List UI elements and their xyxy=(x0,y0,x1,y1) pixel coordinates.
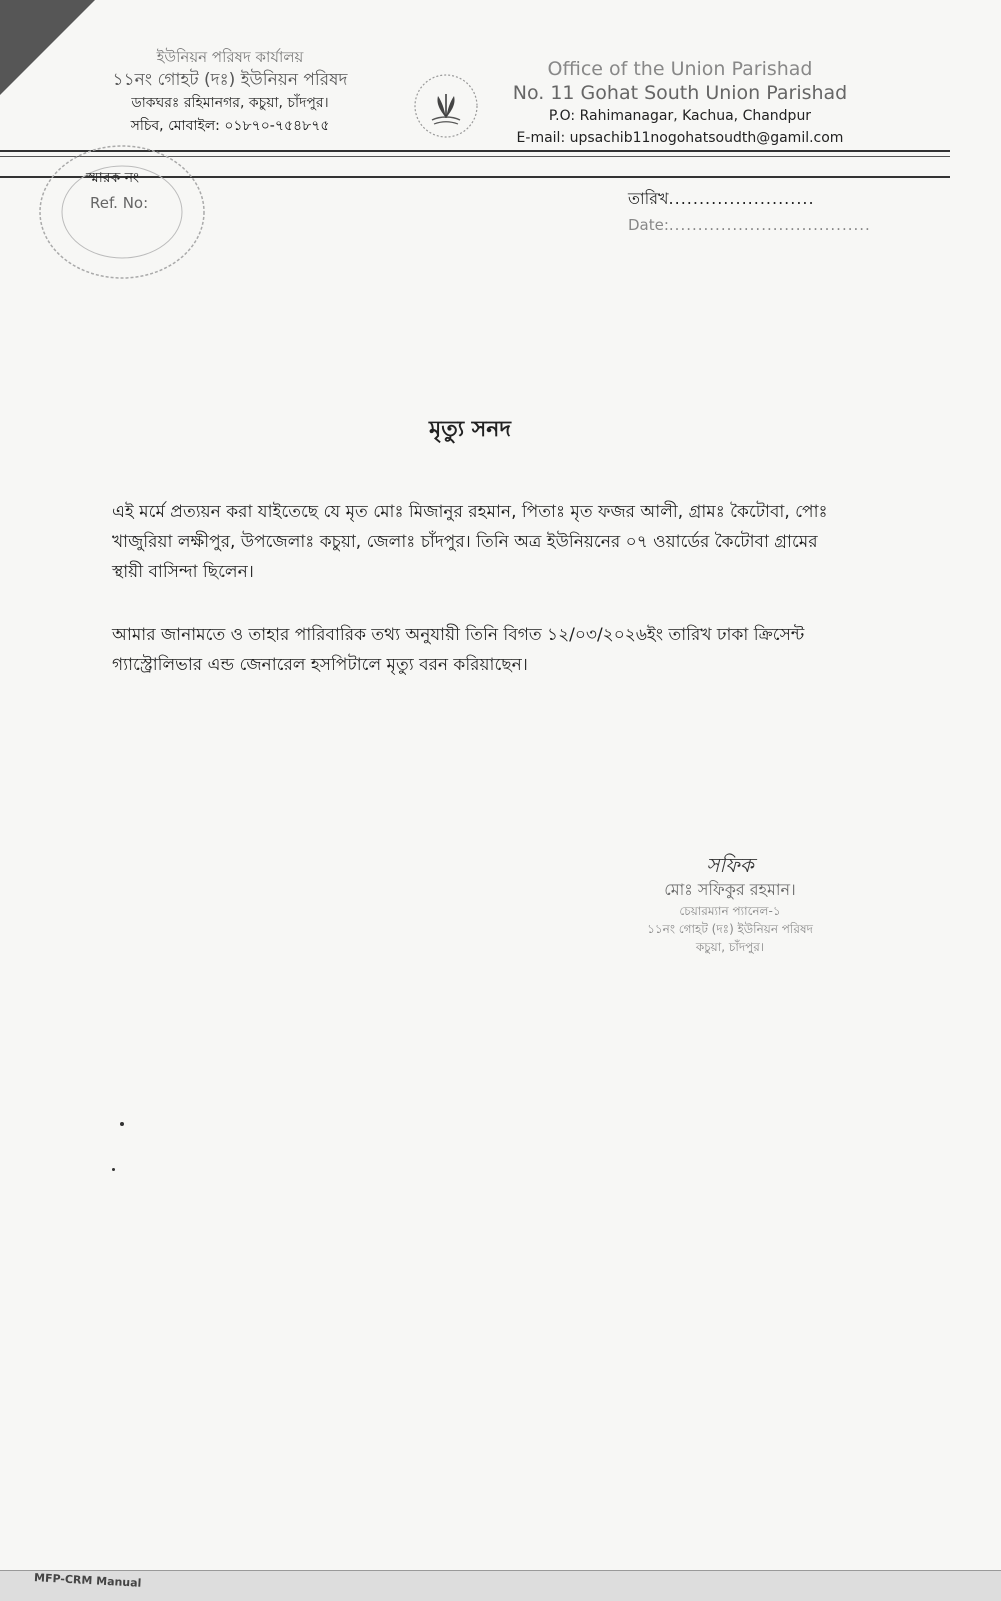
ink-speck xyxy=(120,1122,124,1126)
underlying-paper-label: MFP-CRM Manual xyxy=(33,1571,142,1590)
certificate-paragraph-2: আমার জানামতে ও তাহার পারিবারিক তথ্য অনুযায়ী তিনি বিগত ১২/০৩/২০২৬ইং তারিখ ঢাকা ক্রিসেন্ট গ্যাস্ট্রোলিভার এন্ড জেনারেল হসপিটালে মৃত্যু বরন করিয়াছেন। xyxy=(112,625,805,675)
signatory-organization: ১১নং গোহট (দঃ) ইউনিয়ন পরিষদ xyxy=(647,922,813,936)
handwritten-signature: সফিক xyxy=(706,853,754,877)
bn-office-title: ইউনিয়ন পরিষদ কার্যালয় xyxy=(156,48,304,66)
signatory-place: কচুয়া, চাঁদপুর। xyxy=(695,940,765,954)
ink-speck xyxy=(112,1168,115,1171)
certificate-paragraph-1: এই মর্মে প্রত্যয়ন করা যাইতেছে যে মৃত মোঃ মিজানুর রহমান, পিতাঃ মৃত ফজর আলী, গ্রামঃ কৈটোবা, পোঃ খাজুরিয়া লক্ষীপুর, উপজেলাঃ কচুয়া, জেলাঃ চাঁদপুর। তিনি অত্র ইউনিয়নের ০৭ ওয়ার্ডের কৈটোবা গ্রামের স্থায়ী বাসিন্দা ছিলেন। xyxy=(112,502,828,582)
bn-union-name: ১১নং গোহট (দঃ) ইউনিয়ন পরিষদ xyxy=(112,70,348,90)
date-label-en-text: Date: xyxy=(628,216,669,234)
date-label-en xyxy=(628,216,871,234)
date-label-bn-text: তারিখ xyxy=(628,189,669,208)
signatory-title: চেয়ারম্যান প্যানেল-১ xyxy=(679,904,781,918)
signature-block xyxy=(600,852,860,956)
ref-number-label-bn: স্মারক নং xyxy=(86,170,140,186)
signatory-name: মোঃ সফিকুর রহমান। xyxy=(664,880,796,899)
date-label-bn xyxy=(628,186,815,213)
bn-secretary-mobile: সচিব, মোবাইল: ০১৮৭০-৭৫৪৮৭৫ xyxy=(130,118,330,134)
union-parishad-logo-icon xyxy=(410,70,482,142)
header-bengali xyxy=(70,46,390,138)
header-english xyxy=(510,58,850,149)
certificate-title: মৃত্যু সনদ xyxy=(429,417,511,442)
underlying-paper-strip xyxy=(0,1570,1001,1601)
en-union-name: No. 11 Gohat South Union Parishad xyxy=(512,82,848,104)
en-post-address: P.O: Rahimanagar, Kachua, Chandpur xyxy=(548,108,812,124)
bn-post-address: ডাকঘরঃ রহিমানগর, কচুয়া, চাঁদপুর। xyxy=(131,95,329,111)
date-en-blank: ................................... xyxy=(668,216,871,234)
en-email-address: E-mail: upsachib11nogohatsoudth@gamil.com xyxy=(516,130,844,146)
en-office-title: Office of the Union Parishad xyxy=(547,58,813,80)
ref-number-label-en: Ref. No: xyxy=(90,194,149,212)
date-bn-blank: ........................ xyxy=(668,189,815,208)
